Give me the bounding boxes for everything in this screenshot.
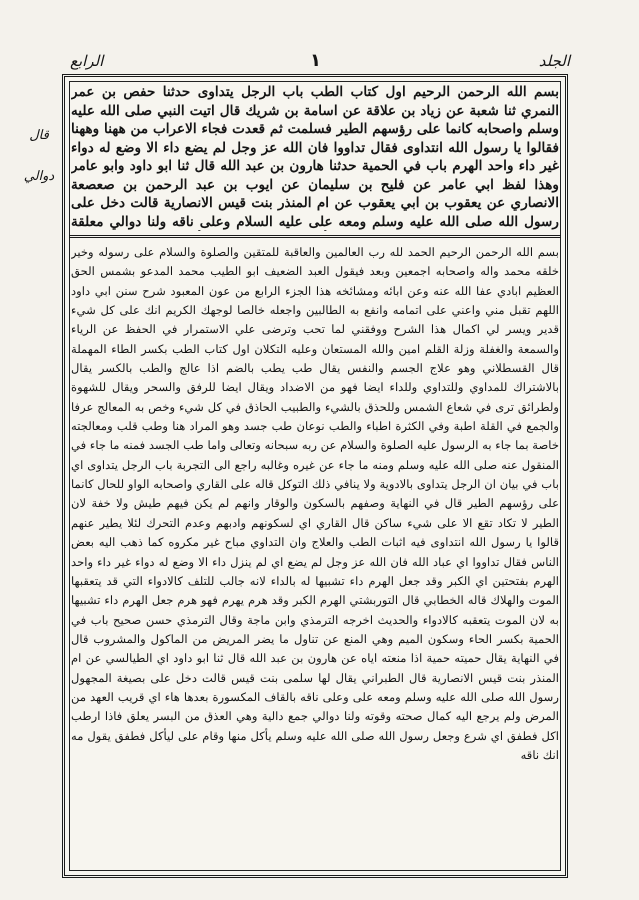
running-head bbox=[70, 52, 570, 74]
main-text: بسم الله الرحمن الرحيم اول كتاب الطب باب الرجل يتداوى حدثنا حفص بن عمر النمري ثنا شعبة عن زياد بن علاقة عن اسامة بن شريك قال اتيت النبي صلى الله عليه وسلم واصحابه كانما على رؤسهم الطير فسلمت ثم قعدت فجاء الاعراب من ههنا وههنا فقالوا يا رسول الله انتداوى فقال تداووا فان الله عز وجل لم يضع داء الا وضع له دواء غير داء واحد الهرم باب في الحمية حدثنا هارون بن عبد الله قال ثنا ابو داود وابو عامر وهذا لفظ ابي عامر عن فليح بن سليمان عن ايوب بن عبد الرحمن بن صعصعة الانصاري عن يعقوب بن ابي يعقوب عن ام المنذر بنت قيس الانصارية قالت دخل على رسول الله صلى الله عليه وسلم ومعه على عليه السلام وعلى ناقه ولنا دوالي معلقة bbox=[71, 84, 559, 230]
margin-note: دوالي bbox=[23, 169, 55, 184]
text-frame bbox=[62, 74, 568, 878]
commentary-text: بسم الله الرحمن الرحيم الحمد لله رب العالمين والعاقبة للمتقين والصلوة والسلام على رسوله وخير خلقه محمد واله واصحابه اجمعين وبعد فيقول العبد الضعيف ابو الطيب محمد المدعو بشمس الحق العظيم ابادي عفا الله عنه وعن ابائه ومشائخه هذا الجزء الرابع من عون المعبود شرح سنن ابي داود اللهم تقبل مني واعني على اتمامه وانفع به الطالبين واجعله خالصا لوجهك الكريم انك على كل شيء قدير ويسر لي اكمال هذا الشرح ووفقني لما تحب وترضى علي الاستمرار في الحفظ عن الرياء والسمعة والغفلة وزلة القلم امين والله المستعان وعليه التكلان اول كتاب الطب بكسر الطاء المهملة قال القسطلاني وهو علاج الجسم والنفس يقال طب يطب بالضم اذا عالج والطب بالكسر يقال بالاشتراك للمداوي وللتداوي وللداء ايضا فهو من الاضداد ويقال ايضا للرفق والسحر ويقال للشهوة ولطرائق ترى في شعاع الشمس وللحذق بالشيء والطبيب الحاذق في كل شيء وخص به المعالج عرفا والجمع في القلة اطبة وفي الكثرة اطباء والطب نوعان طب جسد وهو المراد هنا وطب قلب ومعالجته خاصة بما جاء به الرسول عليه الصلوة والسلام عن ربه سبحانه وتعالى واما طب الجسد فمنه ما جاء في المنقول عنه صلى الله عليه وسلم ومنه ما جاء عن غيره وغالبه راجع الى التجربة باب الرجل يتداوى اي باب في بيان ان الرجل يتداوى بالادوية ولا ينافي ذلك التوكل قاله على القاري واصحابه الواو للحال كانما على رؤسهم الطير قال في النهاية وصفهم بالسكون والوقار وانهم لم يكن فيهم طيش ولا خفة لان الطير لا تكاد تقع الا على شيء ساكن قال القاري اي لسكونهم وادبهم وعدم التحرك لئلا يطير عنهم قالوا يا رسول الله انتداوى فيه اثبات الطب والعلاج وان التداوي مباح غير مكروه كما ذهب اليه بعض الناس فقال تداووا اي عباد الله فان الله عز وجل لم يضع اي لم ينزل داء الا وضع له دواء غير داء واحد الهرم بفتحتين اي الكبر وقد جعل الهرم داء تشبيها له بالداء لانه جالب للتلف كالادواء التي قد يتعقبها الموت والهلاك قاله الخطابي قال التوربشتي الهرم الكبر وقد هرم يهرم فهو هرم جعل الهرم داء تشبيها به لان الموت يتعقبه كالادواء والحديث اخرجه الترمذي وابن ماجة وقال الترمذي حسن صحيح باب في الحمية بكسر الحاء وسكون الميم وهي المنع عن تناول ما يضر المريض من الماكول والمشروب قال في النهاية يقال حميته حمية اذا منعته اياه عن هارون بن عبد الله قال ثنا ابو داود اي الطيالسي عن ام المنذر بنت قيس الانصارية قال الطبراني يقال لها سلمى بنت قيس قالت دخل على بصيغة المجهول رسول الله صلى الله عليه وسلم ومعه على وعلى ناقه بالقاف المكسورة بعدها هاء اي قريب العهد من المرض ولم يرجع اليه كمال صحته وقوته ولنا دوالي جمع دالية وهي العذق من البسر يعلق فاذا ارطب اكل فطفق اي شرع وجعل رسول الله صلى الله عليه وسلم يأكل منها وقام على ليأكل فطفق يقول مه انك ناقه bbox=[71, 245, 559, 762]
part-label: الرابع bbox=[70, 52, 104, 70]
margin-note: قال bbox=[29, 128, 49, 143]
section-divider bbox=[69, 235, 561, 238]
margin-notes bbox=[18, 128, 60, 210]
volume-label: الجلد bbox=[538, 52, 570, 70]
page-number: ١ bbox=[310, 50, 321, 71]
